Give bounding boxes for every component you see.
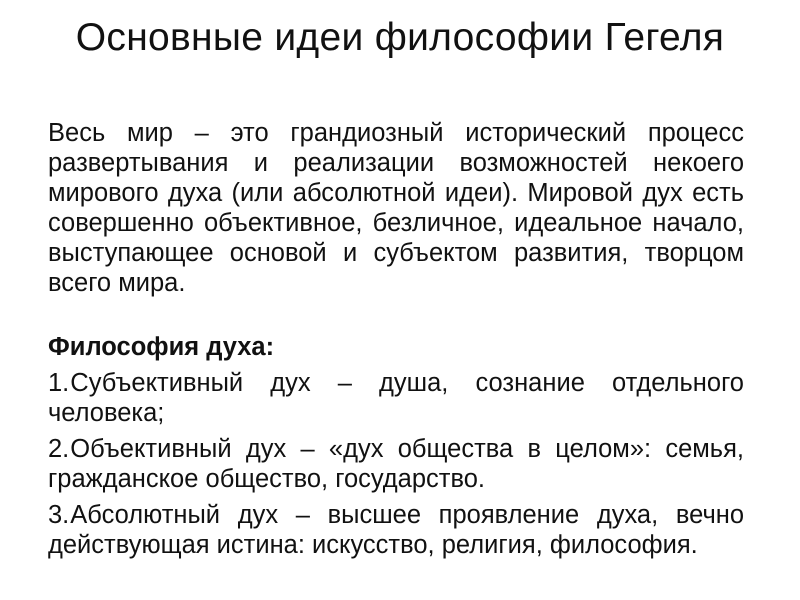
list-item-text: Объективный дух – «дух общества в целом»: семья, гражданское общество, государство. [48,435,744,493]
spacer [48,298,744,332]
list-item-text: Субъективный дух – душа, сознание отдельного человека; [48,369,744,427]
slide-content [48,118,744,566]
list-item-number: 2. [48,435,70,463]
list-item-text: Абсолютный дух – высшее проявление духа, вечно действующая истина: искусство, религия, философия. [48,501,744,559]
subheading: Философия духа: [48,333,275,361]
list-item-number: 1. [48,369,70,397]
list-item-number: 3. [48,501,70,529]
list-item [48,368,744,428]
list-item [48,434,744,494]
list-item [48,500,744,560]
slide-title: Основные идеи философии Гегеля [75,16,725,59]
intro-paragraph: Весь мир – это грандиозный исторический процесс развертывания и реализации возможностей некоего мирового духа (или абсолютной идеи). Мировой дух есть совершенно объективное, безличное, идеальное начало, выступающее основой и субъектом развития, творцом всего мира. [48,119,744,297]
